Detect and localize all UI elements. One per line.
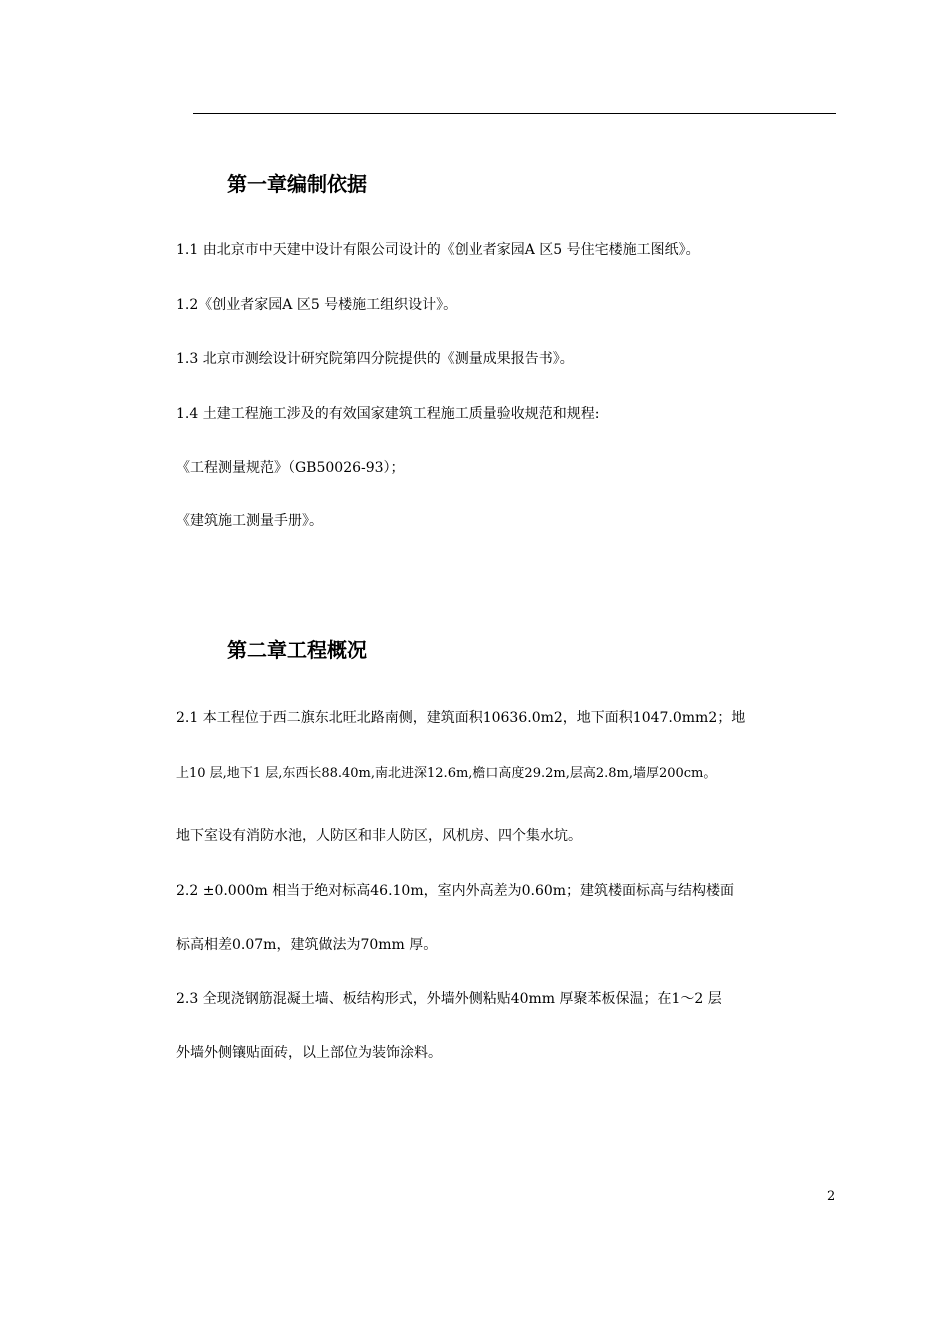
chapter-1-item: 《建筑施工测量手册》。: [176, 513, 323, 529]
chapter-2-line: 2.1 本工程位于西二旗东北旺北路南侧，建筑面积10636.0m2，地下面积1047.0mm2；地: [176, 710, 746, 726]
chapter-1-item: 1.3 北京市测绘设计研究院第四分院提供的《测量成果报告书》。: [176, 351, 574, 367]
chapter-2-line: 标高相差0.07m，建筑做法为70mm 厚。: [176, 937, 438, 953]
chapter-2-title: 第二章工程概况: [227, 638, 367, 662]
chapter-2-line: 上10 层,地下1 层,东西长88.40m,南北进深12.6m,檐口高度29.2m,层高2.8m,墙厚200cm。: [176, 766, 717, 781]
chapter-1-item: 1.4 土建工程施工涉及的有效国家建筑工程施工质量验收规范和规程:: [176, 406, 600, 422]
chapter-1-item: 1.2《创业者家园A 区5 号楼施工组织设计》。: [176, 297, 458, 313]
chapter-1-item: 1.1 由北京市中天建中设计有限公司设计的《创业者家园A 区5 号住宅楼施工图纸》。: [176, 242, 700, 258]
chapter-2-line: 2.2 ±0.000m 相当于绝对标高46.10m，室内外高差为0.60m；建筑楼面标高与结构楼面: [176, 883, 735, 899]
page-number: 2: [827, 1189, 836, 1204]
chapter-1-item: 《工程测量规范》（GB50026-93）；: [176, 460, 405, 476]
chapter-2-line: 地下室设有消防水池，人防区和非人防区，风机房、四个集水坑。: [176, 828, 582, 844]
chapter-2-line: 2.3 全现浇钢筋混凝土墙、板结构形式，外墙外侧粘贴40mm 厚聚苯板保温；在1～2 层: [176, 991, 722, 1007]
header-rule: [193, 113, 836, 114]
chapter-2-line: 外墙外侧镶贴面砖，以上部位为装饰涂料。: [176, 1045, 442, 1061]
chapter-1-title: 第一章编制依据: [227, 172, 367, 196]
